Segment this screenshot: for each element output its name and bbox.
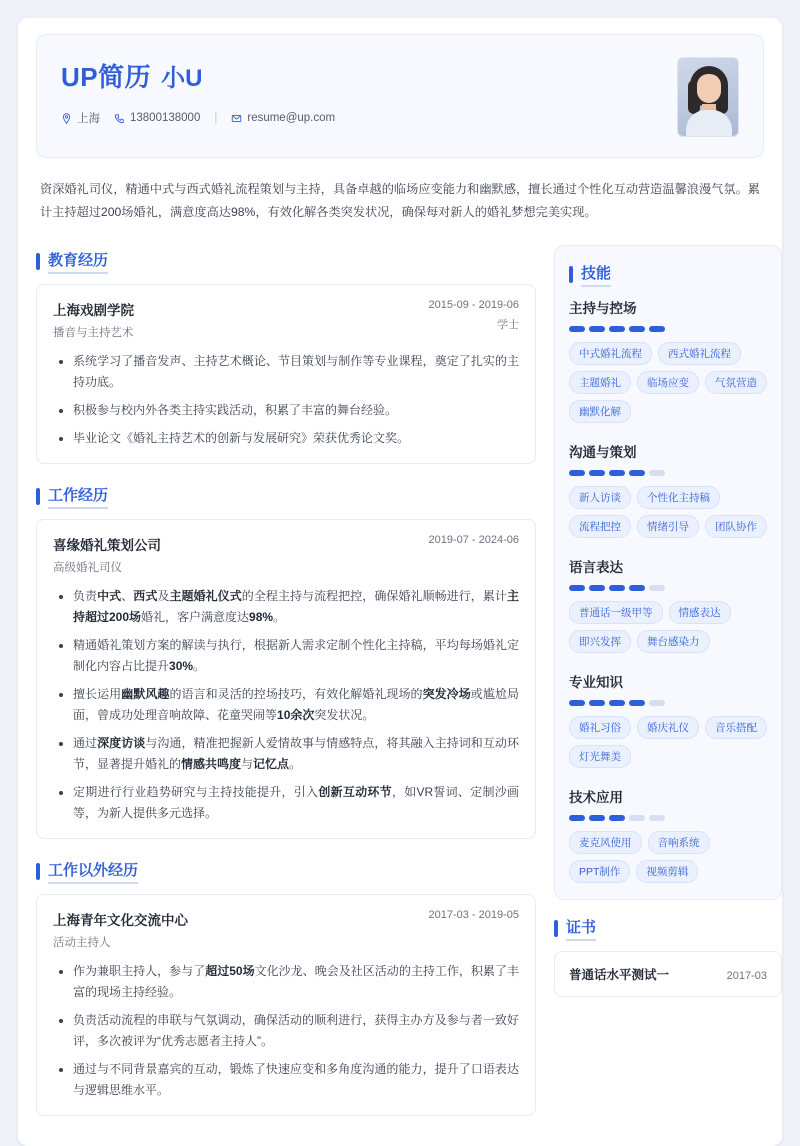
skill-group bbox=[569, 786, 767, 883]
skill-level-dot bbox=[569, 815, 585, 821]
extra-entry bbox=[36, 894, 536, 1116]
location-icon bbox=[61, 113, 72, 124]
skill-tag: 西式婚礼流程 bbox=[658, 342, 741, 365]
skill-tag: PPT制作 bbox=[569, 860, 630, 883]
summary-text: 资深婚礼司仪，精通中式与西式婚礼流程策划与主持，具备卓越的临场应变能力和幽默感，擅长通过个性化互动营造温馨浪漫气氛。累计主持超过200场婚礼，满意度高达98%，有效化解各类突发状况，确保每对新人的婚礼梦想完美实现。 bbox=[40, 182, 760, 219]
skill-level-dot bbox=[589, 585, 605, 591]
section-accent-bar bbox=[569, 266, 573, 283]
skill-tag: 情绪引导 bbox=[637, 515, 699, 538]
skill-level-dot bbox=[649, 815, 665, 821]
avatar bbox=[677, 57, 739, 137]
skill-level-bar bbox=[569, 585, 767, 591]
skill-tag: 麦克风使用 bbox=[569, 831, 642, 854]
skill-level-dot bbox=[609, 326, 625, 332]
avatar-face bbox=[697, 74, 721, 103]
skill-level-dot bbox=[589, 700, 605, 706]
bullet-item: • 通过深度访谈与沟通，精准把握新人爱情故事与情感特点，将其融入主持词和互动环节，显著提升婚礼的情感共鸣度与记忆点。 bbox=[73, 733, 519, 775]
skill-level-bar bbox=[569, 815, 767, 821]
section-title-certificates bbox=[554, 916, 782, 941]
entry-bullets bbox=[53, 586, 519, 824]
section-title-work bbox=[36, 484, 536, 509]
name-line bbox=[61, 57, 677, 94]
skill-level-bar bbox=[569, 326, 767, 332]
resume-page bbox=[18, 18, 782, 1146]
skill-level-dot bbox=[589, 815, 605, 821]
skill-level-dot bbox=[569, 326, 585, 332]
skills-card bbox=[554, 245, 782, 900]
bullet-item: • 负责中式、西式及主题婚礼仪式的全程主持与流程把控，确保婚礼顺畅进行，累计主持超过200场婚礼，客户满意度达98%。 bbox=[73, 586, 519, 628]
bullet-item: • 负责活动流程的串联与气氛调动，确保活动的顺利进行，获得主办方及参与者一致好评，多次被评为“优秀志愿者主持人”。 bbox=[73, 1010, 519, 1052]
skill-level-dot bbox=[589, 326, 605, 332]
skill-level-dot bbox=[629, 815, 645, 821]
skill-level-dot bbox=[609, 700, 625, 706]
skill-tag: 情感表达 bbox=[669, 601, 731, 624]
skill-group bbox=[569, 441, 767, 538]
skill-group-name: 专业知识 bbox=[569, 675, 623, 691]
contact-location-text: 上海 bbox=[77, 113, 100, 125]
section-title-education-text: 教育经历 bbox=[48, 249, 108, 274]
entry-meta bbox=[428, 909, 519, 921]
entry-left bbox=[53, 534, 161, 575]
skill-level-dot bbox=[609, 470, 625, 476]
skill-tag: 婚庆礼仪 bbox=[637, 716, 699, 739]
skill-tag: 婚礼习俗 bbox=[569, 716, 631, 739]
sidebar-column bbox=[554, 245, 782, 997]
skill-tag: 舞台感染力 bbox=[637, 630, 710, 653]
skill-group bbox=[569, 297, 767, 423]
skill-tag: 即兴发挥 bbox=[569, 630, 631, 653]
certificate-row bbox=[569, 965, 767, 983]
entry-date: 2015-09 - 2019-06 bbox=[428, 299, 519, 312]
skill-level-dot bbox=[569, 585, 585, 591]
entry-left bbox=[53, 299, 134, 340]
section-accent-bar bbox=[36, 488, 40, 505]
skill-level-dot bbox=[649, 585, 665, 591]
contact-location bbox=[61, 110, 100, 126]
entry-bullets bbox=[53, 351, 519, 449]
contact-phone bbox=[114, 112, 200, 124]
skill-tags bbox=[569, 716, 767, 768]
skill-tag: 流程把控 bbox=[569, 515, 631, 538]
entry-org: 上海戏剧学院 bbox=[53, 303, 134, 319]
skill-group-name: 语言表达 bbox=[569, 560, 623, 576]
skill-level-dot bbox=[629, 585, 645, 591]
skill-level-dot bbox=[609, 815, 625, 821]
skill-group-name: 沟通与策划 bbox=[569, 445, 637, 461]
mail-icon bbox=[231, 113, 242, 124]
skill-groups bbox=[569, 297, 767, 883]
education-entry bbox=[36, 284, 536, 464]
skill-tags bbox=[569, 342, 767, 423]
skill-level-dot bbox=[569, 470, 585, 476]
certificate-item bbox=[554, 951, 782, 997]
avatar-body bbox=[686, 110, 732, 136]
entry-head bbox=[53, 534, 519, 575]
main-column bbox=[36, 245, 536, 1136]
resume-header bbox=[36, 34, 764, 158]
skill-level-dot bbox=[569, 700, 585, 706]
skill-group-name: 主持与控场 bbox=[569, 301, 637, 317]
skill-tag: 新人访谈 bbox=[569, 486, 631, 509]
bullet-item: • 积极参与校内外各类主持实践活动，积累了丰富的舞台经验。 bbox=[73, 400, 519, 421]
work-entry bbox=[36, 519, 536, 839]
section-accent-bar bbox=[36, 863, 40, 880]
bullet-item: • 擅长运用幽默风趣的语言和灵活的控场技巧，有效化解婚礼现场的突发冷场或尴尬局面，曾成功处理音响故障、花童哭闹等10余次突发状况。 bbox=[73, 684, 519, 726]
entry-degree: 学士 bbox=[497, 319, 519, 332]
skill-level-dot bbox=[589, 470, 605, 476]
skill-level-dot bbox=[629, 700, 645, 706]
bullet-item: • 毕业论文《婚礼主持艺术的创新与发展研究》荣获优秀论文奖。 bbox=[73, 428, 519, 449]
section-title-certificates-text: 证书 bbox=[566, 916, 596, 941]
site-name: UP简历 bbox=[61, 62, 152, 92]
skill-tag: 视频剪辑 bbox=[636, 860, 698, 883]
skill-level-dot bbox=[649, 326, 665, 332]
entry-date: 2017-03 - 2019-05 bbox=[428, 909, 519, 922]
section-title-work-text: 工作经历 bbox=[48, 484, 108, 509]
skill-tag: 普通话一级甲等 bbox=[569, 601, 663, 624]
skill-tag: 幽默化解 bbox=[569, 400, 631, 423]
skill-level-bar bbox=[569, 700, 767, 706]
contact-phone-text: 13800138000 bbox=[130, 112, 201, 124]
entry-meta bbox=[428, 299, 519, 332]
contact-row bbox=[61, 110, 677, 126]
skill-tag: 个性化主持稿 bbox=[637, 486, 720, 509]
section-title-extra bbox=[36, 859, 536, 884]
certificate-date: 2017-03 bbox=[726, 970, 767, 983]
contact-email-text: resume@up.com bbox=[247, 112, 336, 124]
contact-email bbox=[231, 112, 335, 124]
skill-tag: 灯光舞美 bbox=[569, 745, 631, 768]
section-title-extra-text: 工作以外经历 bbox=[48, 859, 138, 884]
bullet-item: • 通过与不同背景嘉宾的互动，锻炼了快速应变和多角度沟通的能力，提升了口语表达与逻辑思维水平。 bbox=[73, 1059, 519, 1101]
entry-bullets bbox=[53, 961, 519, 1101]
section-title-education bbox=[36, 249, 536, 274]
skill-tag: 音响系统 bbox=[648, 831, 710, 854]
entry-sub: 高级婚礼司仪 bbox=[53, 562, 122, 575]
body-columns bbox=[36, 245, 767, 1136]
skill-tag: 团队协作 bbox=[705, 515, 767, 538]
certificate-name: 普通话水平测试一 bbox=[569, 968, 670, 983]
entry-sub: 活动主持人 bbox=[53, 937, 111, 950]
skill-tags bbox=[569, 831, 767, 883]
skill-group bbox=[569, 671, 767, 768]
skill-level-dot bbox=[629, 470, 645, 476]
skill-group bbox=[569, 556, 767, 653]
bullet-item: • 系统学习了播音发声、主持艺术概论、节目策划与制作等专业课程，奠定了扎实的主持功底。 bbox=[73, 351, 519, 393]
skill-tag: 临场应变 bbox=[637, 371, 699, 394]
section-accent-bar bbox=[36, 253, 40, 270]
skill-level-dot bbox=[649, 700, 665, 706]
skill-tags bbox=[569, 601, 767, 653]
entry-head bbox=[53, 909, 519, 950]
bullet-item: • 定期进行行业趋势研究与主持技能提升，引入创新互动环节，如VR誓词、定制沙画等，为新人提供多元选择。 bbox=[73, 782, 519, 824]
skill-group-name: 技术应用 bbox=[569, 790, 623, 806]
phone-icon bbox=[114, 113, 125, 124]
section-title-skills-text: 技能 bbox=[581, 262, 611, 287]
skill-tag: 中式婚礼流程 bbox=[569, 342, 652, 365]
skill-tag: 音乐搭配 bbox=[705, 716, 767, 739]
header-left bbox=[61, 57, 677, 126]
entry-left bbox=[53, 909, 188, 950]
entry-date: 2019-07 - 2024-06 bbox=[428, 534, 519, 547]
skill-level-dot bbox=[609, 585, 625, 591]
section-accent-bar bbox=[554, 920, 558, 937]
skill-level-dot bbox=[649, 470, 665, 476]
bullet-item: • 作为兼职主持人，参与了超过50场文化沙龙、晚会及社区活动的主持工作，积累了丰富的现场主持经验。 bbox=[73, 961, 519, 1003]
contact-separator: | bbox=[214, 112, 218, 124]
skill-level-bar bbox=[569, 470, 767, 476]
bullet-item: • 精通婚礼策划方案的解读与执行，根据新人需求定制个性化主持稿，平均每场婚礼定制化内容占比提升30%。 bbox=[73, 635, 519, 677]
skill-tag: 气氛营造 bbox=[705, 371, 767, 394]
skill-level-dot bbox=[629, 326, 645, 332]
entry-head bbox=[53, 299, 519, 340]
entry-meta bbox=[428, 534, 519, 546]
entry-sub: 播音与主持艺术 bbox=[53, 327, 134, 340]
entry-org: 上海青年文化交流中心 bbox=[53, 913, 188, 929]
skill-tags bbox=[569, 486, 767, 538]
entry-org: 喜缘婚礼策划公司 bbox=[53, 538, 161, 554]
skill-tag: 主题婚礼 bbox=[569, 371, 631, 394]
person-name: 小U bbox=[161, 65, 203, 92]
section-title-skills bbox=[569, 262, 767, 287]
